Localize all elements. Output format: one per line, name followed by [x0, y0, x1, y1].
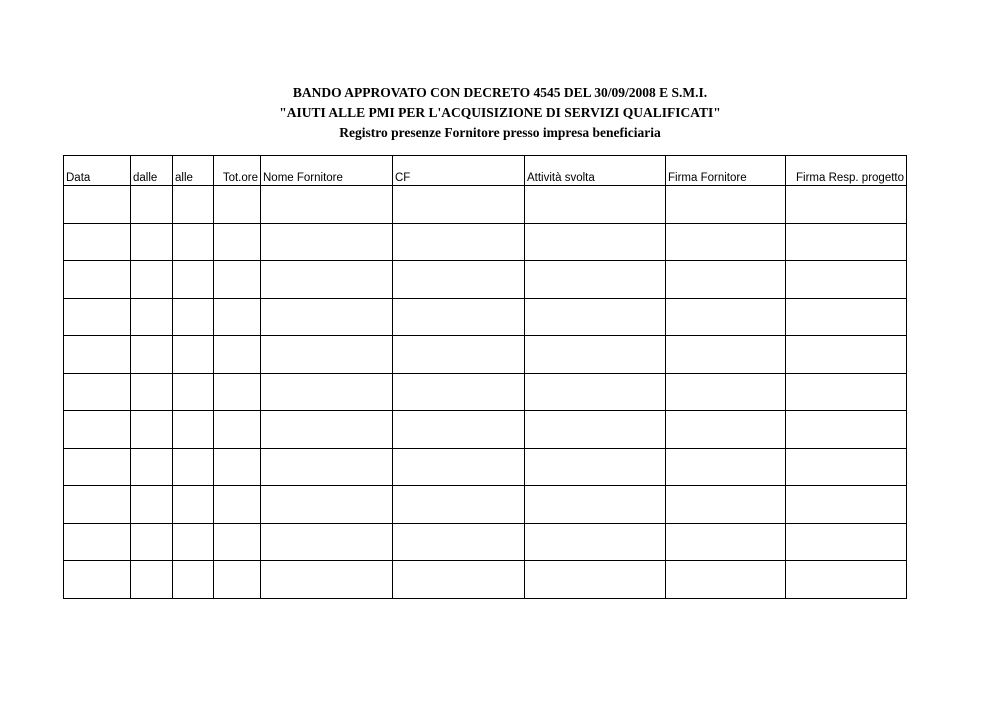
table-cell[interactable]: [214, 486, 261, 524]
table-cell[interactable]: [214, 336, 261, 374]
table-cell[interactable]: [525, 486, 666, 524]
table-cell[interactable]: [214, 298, 261, 336]
table-cell[interactable]: [525, 261, 666, 299]
table-cell[interactable]: [64, 448, 131, 486]
table-cell[interactable]: [393, 373, 525, 411]
table-cell[interactable]: [525, 561, 666, 599]
table-cell[interactable]: [525, 448, 666, 486]
table-cell[interactable]: [666, 411, 786, 449]
header-title-program: "AIUTI ALLE PMI PER L'ACQUISIZIONE DI SERVIZI QUALIFICATI": [279, 105, 721, 120]
table-cell[interactable]: [214, 523, 261, 561]
table-cell[interactable]: [214, 448, 261, 486]
table-cell[interactable]: [393, 561, 525, 599]
table-row: [64, 523, 907, 561]
table-cell[interactable]: [393, 186, 525, 224]
table-body: [64, 186, 907, 599]
table-cell[interactable]: [666, 298, 786, 336]
table-row: [64, 223, 907, 261]
table-cell[interactable]: [261, 523, 393, 561]
table-cell[interactable]: [261, 373, 393, 411]
table-cell[interactable]: [131, 448, 173, 486]
table-cell[interactable]: [393, 298, 525, 336]
column-header-alle: alle: [173, 156, 214, 186]
table-cell[interactable]: [666, 186, 786, 224]
table-cell[interactable]: [525, 336, 666, 374]
table-cell[interactable]: [261, 486, 393, 524]
table-cell[interactable]: [214, 373, 261, 411]
table-cell[interactable]: [64, 336, 131, 374]
attendance-register-table: [63, 155, 907, 599]
table-cell[interactable]: [173, 373, 214, 411]
table-cell[interactable]: [666, 336, 786, 374]
table-cell[interactable]: [666, 261, 786, 299]
table-cell[interactable]: [393, 486, 525, 524]
table-cell[interactable]: [64, 186, 131, 224]
table-cell[interactable]: [173, 261, 214, 299]
table-cell[interactable]: [786, 411, 907, 449]
table-cell[interactable]: [173, 186, 214, 224]
table-cell[interactable]: [786, 523, 907, 561]
table-cell[interactable]: [131, 373, 173, 411]
table-cell[interactable]: [666, 373, 786, 411]
table-cell[interactable]: [261, 448, 393, 486]
table-cell[interactable]: [64, 523, 131, 561]
column-header-data: Data: [64, 156, 131, 186]
table-cell[interactable]: [393, 223, 525, 261]
table-cell[interactable]: [131, 486, 173, 524]
table-cell[interactable]: [525, 373, 666, 411]
table-cell[interactable]: [131, 523, 173, 561]
table-cell[interactable]: [131, 411, 173, 449]
table-cell[interactable]: [131, 223, 173, 261]
column-header-firma-fornitore: Firma Fornitore: [666, 156, 786, 186]
table-cell[interactable]: [214, 561, 261, 599]
table-cell[interactable]: [261, 561, 393, 599]
table-cell[interactable]: [64, 223, 131, 261]
table-cell[interactable]: [786, 261, 907, 299]
table-cell[interactable]: [173, 223, 214, 261]
table-cell[interactable]: [393, 261, 525, 299]
table-cell[interactable]: [666, 486, 786, 524]
column-header-dalle: dalle: [131, 156, 173, 186]
table-cell[interactable]: [393, 523, 525, 561]
table-cell[interactable]: [666, 448, 786, 486]
table-row: [64, 561, 907, 599]
table-cell[interactable]: [786, 186, 907, 224]
table-cell[interactable]: [261, 411, 393, 449]
table-cell[interactable]: [64, 411, 131, 449]
header-title-register: Registro presenze Fornitore presso impresa beneficiaria: [339, 125, 661, 140]
table-cell[interactable]: [525, 411, 666, 449]
table-row: [64, 261, 907, 299]
document-header: [0, 83, 1000, 143]
table-cell[interactable]: [64, 486, 131, 524]
table-cell[interactable]: [786, 223, 907, 261]
table-cell[interactable]: [786, 486, 907, 524]
column-header-cf: CF: [393, 156, 525, 186]
table-cell[interactable]: [786, 448, 907, 486]
table-row: [64, 298, 907, 336]
table-cell[interactable]: [261, 261, 393, 299]
table-cell[interactable]: [173, 486, 214, 524]
table-cell[interactable]: [666, 523, 786, 561]
table-row: [64, 186, 907, 224]
table-cell[interactable]: [173, 523, 214, 561]
table-cell[interactable]: [173, 336, 214, 374]
table-cell[interactable]: [131, 336, 173, 374]
column-header-firma-resp-progetto: Firma Resp. progetto: [786, 156, 907, 186]
table-cell[interactable]: [525, 186, 666, 224]
table-cell[interactable]: [666, 561, 786, 599]
table-row: [64, 486, 907, 524]
table-cell[interactable]: [214, 411, 261, 449]
table-cell[interactable]: [214, 186, 261, 224]
table-cell[interactable]: [64, 561, 131, 599]
table-cell[interactable]: [786, 298, 907, 336]
table-cell[interactable]: [173, 561, 214, 599]
table-cell[interactable]: [393, 448, 525, 486]
table-header-row: [64, 156, 907, 186]
table-cell[interactable]: [131, 261, 173, 299]
table-cell[interactable]: [131, 561, 173, 599]
table-cell[interactable]: [131, 298, 173, 336]
table-cell[interactable]: [261, 186, 393, 224]
column-header-tot-ore: Tot.ore: [214, 156, 261, 186]
table-row: [64, 336, 907, 374]
table-cell[interactable]: [261, 223, 393, 261]
table-cell[interactable]: [393, 336, 525, 374]
table-cell[interactable]: [786, 336, 907, 374]
table-cell[interactable]: [525, 523, 666, 561]
table-cell[interactable]: [64, 261, 131, 299]
table-cell[interactable]: [261, 298, 393, 336]
table-row: [64, 373, 907, 411]
table-cell[interactable]: [214, 261, 261, 299]
table-cell[interactable]: [173, 411, 214, 449]
header-title-decree: BANDO APPROVATO CON DECRETO 4545 DEL 30/09/2008 E S.M.I.: [292, 85, 708, 100]
table-cell[interactable]: [786, 373, 907, 411]
table-cell[interactable]: [525, 298, 666, 336]
column-header-attivita-svolta: Attività svolta: [525, 156, 666, 186]
table-cell[interactable]: [64, 298, 131, 336]
table-cell[interactable]: [261, 336, 393, 374]
table-cell[interactable]: [131, 186, 173, 224]
table-cell[interactable]: [525, 223, 666, 261]
table-cell[interactable]: [214, 223, 261, 261]
table-cell[interactable]: [666, 223, 786, 261]
table-cell[interactable]: [173, 448, 214, 486]
table-cell[interactable]: [393, 411, 525, 449]
table-cell[interactable]: [173, 298, 214, 336]
table-cell[interactable]: [64, 373, 131, 411]
table-row: [64, 411, 907, 449]
table-cell[interactable]: [786, 561, 907, 599]
table-row: [64, 448, 907, 486]
column-header-nome-fornitore: Nome Fornitore: [261, 156, 393, 186]
